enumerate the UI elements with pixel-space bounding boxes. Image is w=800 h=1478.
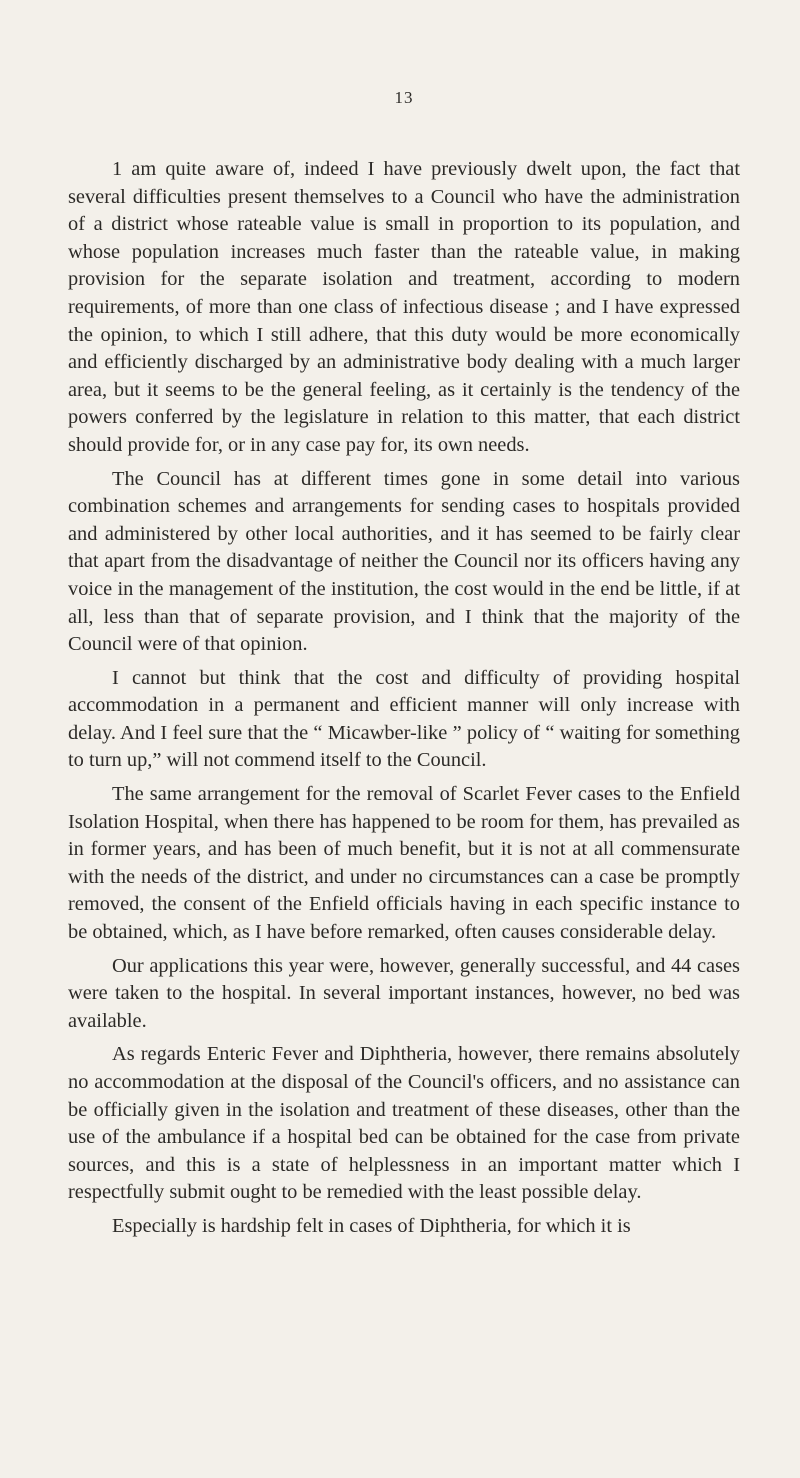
paragraph-3: I cannot but think that the cost and difficulty of providing hospital accommodation in a permanent and efficient manner will only increase with delay. And I feel sure that the “ Micawber-like ” policy of “ waiting for something to turn up,” will not commend itself to the Council. xyxy=(68,666,740,772)
paragraph-2: The Council has at different times gone in some detail into various combination schemes and arrangements for sending cases to hospitals provided and administered by other local authorities, and it has seemed to be fairly clear that apart from the disadvantage of neither the Council nor its officers having any voice in the management of the institution, the cost would in the end be little, if at all, less than that of separate provision, and I think that the majority of the Council were of that opinion. xyxy=(68,467,740,656)
page-number: 13 xyxy=(394,88,414,107)
paragraph-4: The same arrangement for the removal of Scarlet Fever cases to the Enfield Isolation Hospital, when there has happened to be room for them, has prevailed as in former years, and has been of much benefit, but it is not at all commensurate with the needs of the district, and under no circumstances can a case be promptly removed, the consent of the Enfield officials having in each specific instance to be obtained, which, as I have before remarked, often causes considerable delay. xyxy=(68,783,740,944)
paragraph-1: 1 am quite aware of, indeed I have previously dwelt upon, the fact that several difficulties present themselves to a Council who have the administration of a district whose rateable value is small in proportion to its population, and whose population increases much faster than the rateable value, in making provision for the separate isolation and treatment, according to modern requirements, of more than one class of infectious disease ; and I have expressed the opinion, to which I still adhere, that this duty would be more economically and efficiently discharged by an administrative body dealing with a much larger area, but it seems to be the general feeling, as it certainly is the tendency of the powers conferred by the legislature in relation to this matter, that each district should provide for, or in any case pay for, its own needs. xyxy=(68,158,740,456)
body-text xyxy=(68,156,740,1241)
paragraph-5: Our applications this year were, however, generally successful, and 44 cases were taken to the hospital. In several important instances, however, no bed was available. xyxy=(68,954,740,1032)
paragraph-6: As regards Enteric Fever and Diphtheria, however, there remains absolutely no accommodation at the disposal of the Council's officers, and no assistance can be officially given in the isolation and treatment of these diseases, other than the use of the ambulance if a hospital bed can be obtained for the case from private sources, and this is a state of helplessness in an important matter which I respectfully submit ought to be remedied with the least possible delay. xyxy=(68,1043,740,1204)
paragraph-7: Especially is hardship felt in cases of Diphtheria, for which it is xyxy=(112,1214,631,1237)
